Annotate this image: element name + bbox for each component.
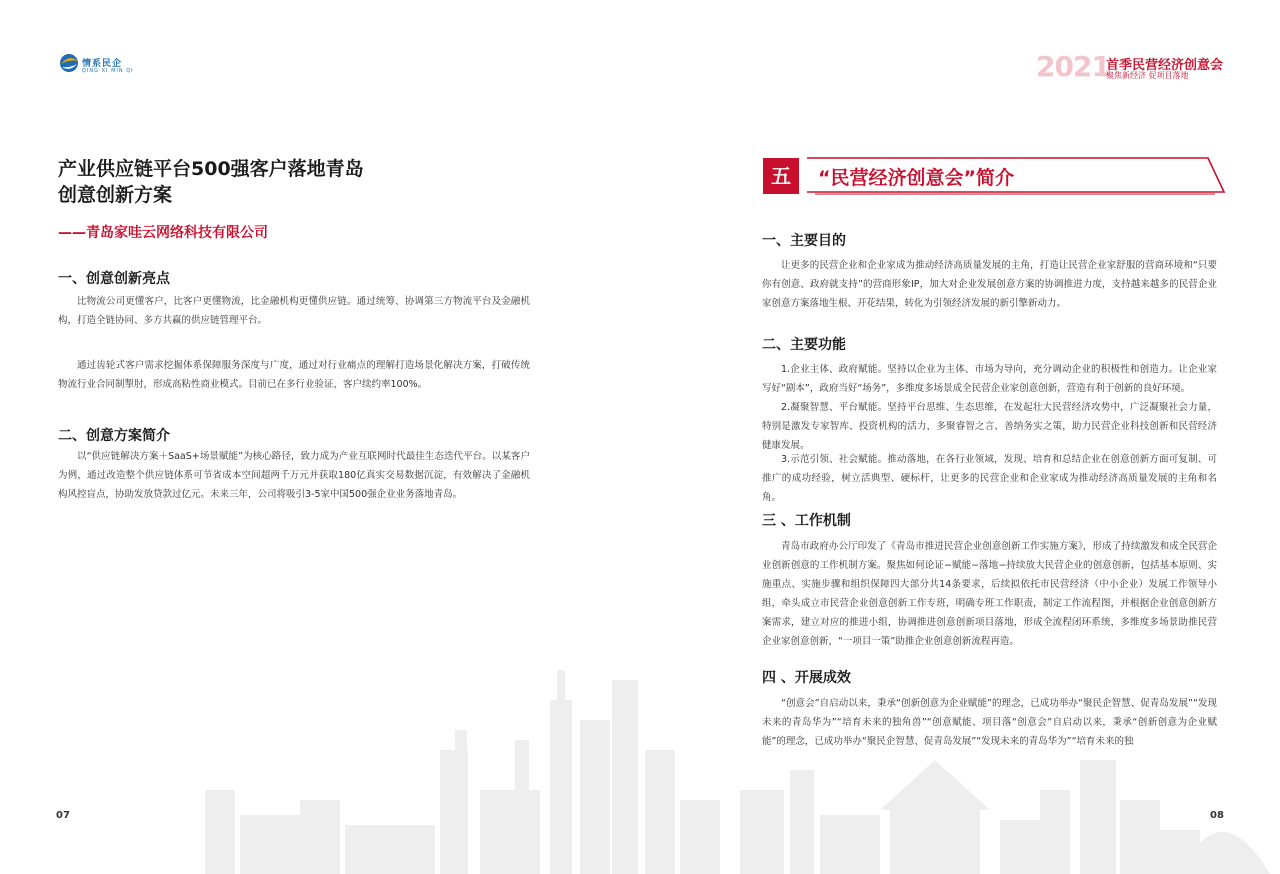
brand-year: 2021: [1036, 50, 1110, 83]
paragraph-functions-1: 1.企业主体、政府赋能。坚持以企业为主体、市场为导向，充分调动企业的积极性和创造力。让企业家写好“剧本”，政府当好“场务”，多维度多场景成全民营企业家创意创新，营造有利于创新的良好环境。: [762, 364, 1217, 394]
paragraph-functions-3: 3.示范引领、社会赋能。推动落地，在各行业领域，发现、培育和总结企业在创意创新方面可复制、可推广的成功经验，树立活典型、硬标杆，让更多的民营企业和企业家成为推动经济高质量发展的主角和名角。: [762, 454, 1217, 503]
paragraph-highlights-2: 通过齿轮式客户需求挖掘体系保障服务深度与广度，通过对行业痛点的理解打造场景化解决方案，打破传统物流行业合同制掣肘，形成高粘性商业模式。目前已在多行业验证，客户续约率100%。: [58, 360, 530, 390]
brand-title: 首季民营经济创意会: [1106, 58, 1224, 73]
company-name: ——青岛家哇云网络科技有限公司: [58, 225, 268, 241]
paragraph-results: “创意会”自启动以来，秉承“创新创意为企业赋能”的理念，已成功举办“聚民企智慧、促青岛发展”“发现未来的青岛华为”“培育未来的独角兽”“创意赋能、项目落“创意会”自启动以来，秉承“创新创意为企业赋能”的理念，已成功举办“聚民企智慧、促青岛发展”“发现未来的青岛华为”“培育未来的独: [762, 698, 1217, 747]
section-heading-highlights: 一、创意创新亮点: [58, 271, 170, 287]
paragraph-purpose: 让更多的民营企业和企业家成为推动经济高质量发展的主角，打造让民营企业家舒服的营商环境和“只要你有创意、政府就支持”的营商形象IP，加大对企业发展创意方案的协调推进力度，支持越来越多的民营企业家创意方案落地生根、开花结果，转化为引领经济发展的新引擎新动力。: [762, 260, 1217, 309]
logo-mark-icon: [58, 52, 80, 74]
article-title-line1: 产业供应链平台500强客户落地青岛: [58, 158, 364, 180]
paragraph-intro: 以“供应链解决方案＋SaaS+场景赋能”为核心路径，致力成为产业互联网时代最佳生态迭代平台。以某客户为例，通过改造整个供应链体系可节省成本空间超两千万元并获取180亿真实交易数据沉淀，有效解决了金融机构风控盲点，协助发放贷款过亿元。未来三年，公司将吸引3-5家中国500强企业业务落地青岛。: [58, 451, 530, 500]
article-title-line2: 创意创新方案: [58, 184, 173, 206]
page-number-right: 08: [1210, 810, 1224, 821]
logo-name: 情系民企: [82, 59, 123, 69]
paragraph-highlights-1: 比物流公司更懂客户，比客户更懂物流，比金融机构更懂供应链。通过统筹、协调第三方物流平台及金融机构，打造全链协同、多方共赢的供应链管理平台。: [58, 296, 530, 326]
right-page: [640, 0, 1280, 874]
section-heading-results: 四 、开展成效: [762, 670, 851, 686]
paragraph-functions-2: 2.凝聚智慧、平台赋能。坚持平台思维、生态思维，在发起壮大民营经济攻势中，广泛凝聚社会力量，特别是激发专家智库、投资机构的活力，多聚睿智之言、善纳务实之策，助力民营企业科技创新和民营经济健康发展。: [762, 402, 1217, 451]
section-heading-purpose: 一、主要目的: [762, 233, 846, 249]
section-heading-functions: 二、主要功能: [762, 337, 846, 353]
event-brand: [1036, 50, 1226, 84]
paragraph-mechanism: 青岛市政府办公厅印发了《青岛市推进民营企业创意创新工作实施方案》，形成了持续激发和成全民营企业创新创意的工作机制方案。聚焦如何论证−赋能−落地−持续放大民营企业的创意创新，包括基本原则、实施重点、实施步骤和组织保障四大部分共14条要求，后续拟依托市民营经济（中小企业）发展工作领导小组，牵头成立市民营企业创意创新工作专班，明确专班工作职责，制定工作流程图，并根据企业创意创新方案需求，建立对应的推进小组，协调推进创意创新项目落地，形成全流程闭环系统，多维度多场景助推民营企业家创意创新，“一项目一策”助推企业创意创新流程再造。: [762, 541, 1217, 647]
brand-subtitle: 聚焦新经济 促项目落地: [1106, 71, 1189, 80]
section-heading-intro: 二、创意方案简介: [58, 428, 170, 444]
section-number-badge: 五: [763, 158, 799, 194]
section-heading-mechanism: 三 、工作机制: [762, 513, 851, 529]
section-banner: [763, 156, 1226, 196]
logo-subtitle: QING XI MIN QI: [82, 68, 134, 74]
logo: [58, 52, 148, 78]
article-title: [58, 156, 538, 208]
section-title: “民营经济创意会”简介: [818, 167, 1014, 189]
page-number-left: 07: [56, 810, 70, 821]
